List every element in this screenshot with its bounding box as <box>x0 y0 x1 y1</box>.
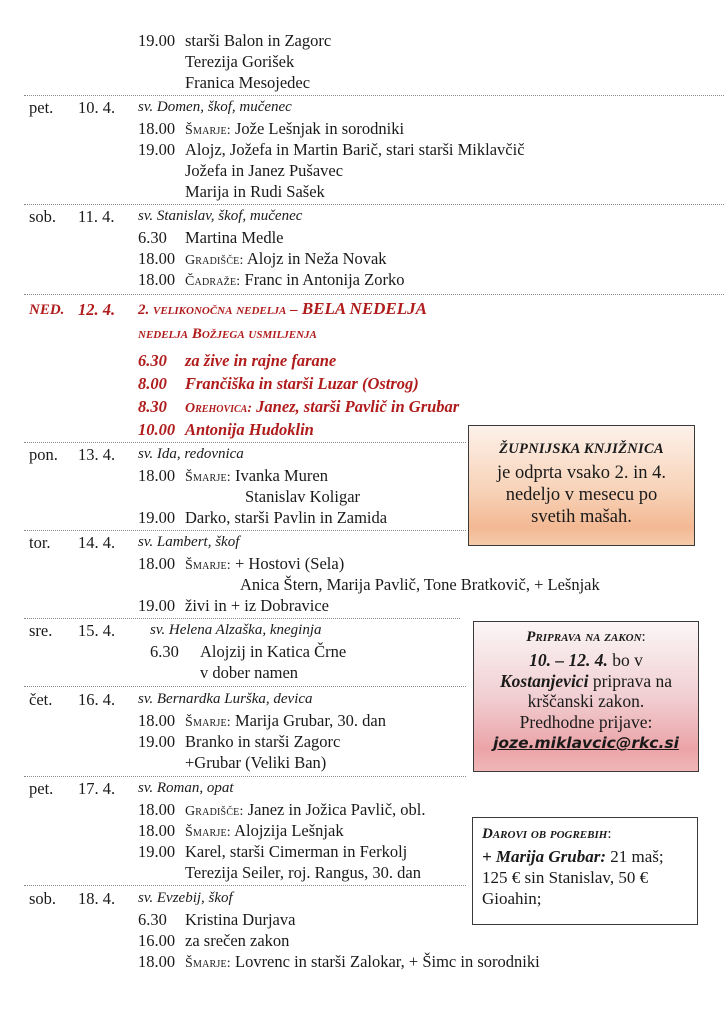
mass-time: 6.30 <box>150 642 179 661</box>
saint-of-day: sv. Roman, opat <box>138 780 234 796</box>
mass-intention: Kristina Durjava <box>185 910 296 929</box>
day-name: pet. <box>29 98 54 117</box>
donation-text: 21 maš; <box>606 847 664 866</box>
sunday-title <box>138 298 427 321</box>
marriage-prep-line <box>474 671 698 692</box>
mass-location: Šmarje: <box>185 715 231 730</box>
funeral-donations-title-text: Darovi ob pogrebih <box>482 826 608 842</box>
mass-location: Orehovica: <box>185 401 253 416</box>
mass-entry <box>138 595 329 616</box>
funeral-donations-body <box>482 846 689 909</box>
mass-time: 19.00 <box>138 508 176 527</box>
saint-of-day: sv. Domen, škof, mučenec <box>138 99 292 115</box>
day-name: sob. <box>29 889 57 908</box>
marriage-prep-text: priprava na <box>588 670 673 691</box>
mass-time: 6.30 <box>138 910 167 929</box>
sunday-subtitle <box>138 324 317 345</box>
mass-intention: za srečen zakon <box>185 931 290 950</box>
mass-entry <box>138 909 295 930</box>
library-notice-line: svetih mašah. <box>531 507 632 527</box>
day-date: 16. 4. <box>78 690 116 709</box>
mass-location: Šmarje: <box>185 825 231 840</box>
mass-time: 18.00 <box>138 821 176 840</box>
mass-location: Gradišče: <box>185 804 244 819</box>
mass-time: 18.00 <box>138 249 176 268</box>
saint-of-day: sv. Stanislav, škof, mučenec <box>138 208 303 224</box>
day-separator <box>24 686 466 687</box>
marriage-prep-body <box>474 650 698 754</box>
day-separator <box>24 95 724 96</box>
library-notice-line: je odprta vsako 2. in 4. <box>496 463 667 483</box>
mass-time: 18.00 <box>138 800 176 819</box>
mass-location: Šmarje: <box>185 558 231 573</box>
mass-time: 19.00 <box>138 732 176 751</box>
mass-location: Šmarje: <box>185 470 231 485</box>
day-name: sre. <box>29 621 53 640</box>
mass-entry-continuation: Marija in Rudi Sašek <box>185 182 325 201</box>
day-separator <box>24 442 466 443</box>
day-separator <box>24 294 724 295</box>
mass-entry-continuation: Anica Štern, Marija Pavlič, Tone Bratkovič, + Lešnjak <box>240 575 600 594</box>
library-notice-title: ŽUPNIJSKA KNJIŽNICA <box>499 441 664 457</box>
marriage-prep-dates: 10. – 12. 4. <box>529 650 608 670</box>
day-separator <box>24 618 460 619</box>
mass-entry-continuation: v dober namen <box>200 663 299 682</box>
library-notice-line: nedeljo v mesecu po <box>505 485 658 505</box>
marriage-prep-title <box>474 629 698 646</box>
mass-entry-continuation: Franica Mesojedec <box>185 73 311 92</box>
day-name: sob. <box>29 207 57 226</box>
mass-intention: Martina Medle <box>185 228 284 247</box>
marriage-prep-title-text: Priprava na zakon <box>526 629 642 645</box>
mass-time: 6.30 <box>138 351 167 370</box>
day-separator <box>24 530 466 531</box>
mass-intention: Alojzija Lešnjak <box>234 821 344 840</box>
day-date: 12. 4. <box>78 300 116 319</box>
day-date: 11. 4. <box>78 207 115 226</box>
day-name: NED. <box>29 302 65 318</box>
mass-entry <box>138 396 459 419</box>
mass-time: 16.00 <box>138 931 176 950</box>
day-name: tor. <box>29 533 51 552</box>
mass-entry <box>138 820 344 843</box>
mass-intention: starši Balon in Zagorc <box>185 31 332 50</box>
mass-intention: Darko, starši Pavlin in Zamida <box>185 508 388 527</box>
mass-entry-continuation: Jožefa in Janez Pušavec <box>185 161 344 180</box>
sunday-subtitle-part: nedelja B <box>138 326 202 342</box>
marriage-prep-line: Predhodne prijave: <box>519 711 653 732</box>
sunday-title-prefix: 2. velikonočna nedelja – <box>138 302 298 318</box>
mass-intention: za žive in rajne farane <box>185 351 337 370</box>
day-date: 18. 4. <box>78 889 116 908</box>
mass-entry-continuation: Stanislav Koligar <box>245 487 361 506</box>
mass-intention: Marija Grubar, 30. dan <box>234 711 386 730</box>
mass-entry-continuation: Terezija Seiler, roj. Rangus, 30. dan <box>185 863 421 882</box>
day-separator <box>24 776 466 777</box>
mass-entry <box>138 227 284 248</box>
mass-entry <box>138 373 419 394</box>
mass-location: Gradišče: <box>185 253 244 268</box>
mass-entry <box>138 841 407 862</box>
mass-time: 18.00 <box>138 270 176 289</box>
mass-time: 18.00 <box>138 554 176 573</box>
saint-of-day: sv. Ida, redovnica <box>138 446 244 462</box>
marriage-prep-text: bo v <box>607 650 643 670</box>
mass-entry-continuation: Terezija Gorišek <box>185 52 295 71</box>
mass-entry <box>138 710 386 733</box>
mass-intention: Alojz in Neža Novak <box>246 249 387 268</box>
library-notice-box <box>468 425 695 546</box>
mass-intention: Karel, starši Cimerman in Ferkolj <box>185 842 408 861</box>
donation-line: 125 € sin Stanislav, 50 € <box>482 868 649 887</box>
mass-entry <box>138 465 328 488</box>
day-date: 15. 4. <box>78 621 116 640</box>
saint-of-day: sv. Evzebij, škof <box>138 890 233 906</box>
mass-entry <box>138 248 387 271</box>
mass-entry <box>150 641 346 662</box>
mass-time: 18.00 <box>138 711 176 730</box>
day-date: 13. 4. <box>78 445 116 464</box>
mass-time: 19.00 <box>138 140 176 159</box>
saint-of-day: sv. Lambert, škof <box>138 534 240 550</box>
day-name: čet. <box>29 690 53 709</box>
mass-entry-continuation: +Grubar (Veliki Ban) <box>185 753 327 772</box>
donation-line <box>482 846 689 867</box>
funeral-donations-title <box>482 826 689 843</box>
title-colon: : <box>641 629 646 645</box>
title-colon: : <box>607 826 612 842</box>
mass-entry <box>138 350 336 371</box>
marriage-prep-line <box>474 650 698 671</box>
mass-intention: + Hostovi (Sela) <box>234 554 345 573</box>
marriage-prep-box <box>473 621 699 772</box>
mass-entry <box>138 118 404 141</box>
mass-time: 10.00 <box>138 420 176 439</box>
day-name: pon. <box>29 445 58 464</box>
funeral-donations-box <box>472 817 698 925</box>
mass-entry <box>138 507 387 528</box>
day-name: pet. <box>29 779 54 798</box>
contact-email-link[interactable]: joze.miklavcic@rkc.si <box>493 734 679 752</box>
deceased-name: + Marija Grubar: <box>482 847 606 866</box>
mass-intention: Alojz, Jožefa in Martin Barič, stari starši Miklavčič <box>185 140 525 159</box>
marriage-prep-place: Kostanjevici <box>499 670 589 691</box>
mass-intention: Janez, starši Pavlič in Grubar <box>256 397 460 416</box>
mass-entry <box>138 731 340 752</box>
day-date: 10. 4. <box>78 98 116 117</box>
sunday-title-main: BELA NEDELJA <box>301 299 427 318</box>
day-separator <box>24 204 724 205</box>
mass-location: Šmarje: <box>185 123 231 138</box>
mass-time: 19.00 <box>138 596 176 615</box>
mass-intention: Jože Lešnjak in sorodniki <box>234 119 405 138</box>
saint-of-day: sv. Bernardka Lurška, devica <box>138 691 313 707</box>
mass-time: 18.00 <box>138 466 176 485</box>
mass-intention: Lovrenc in starši Zalokar, + Šimc in sorodniki <box>234 952 540 971</box>
mass-time: 8.30 <box>138 397 167 416</box>
mass-intention: Frančiška in starši Luzar (Ostrog) <box>185 374 419 393</box>
mass-entry <box>138 269 404 292</box>
mass-intention: Franc in Antonija Zorko <box>244 270 405 289</box>
saint-of-day: sv. Helena Alzaška, kneginja <box>150 622 322 638</box>
mass-time: 6.30 <box>138 228 167 247</box>
mass-time: 8.00 <box>138 374 167 393</box>
mass-location: Šmarje: <box>185 956 231 971</box>
day-date: 17. 4. <box>78 779 116 798</box>
mass-intention: Branko in starši Zagorc <box>185 732 341 751</box>
mass-intention: živi in + iz Dobravice <box>185 596 330 615</box>
mass-time: 18.00 <box>138 952 176 971</box>
mass-entry <box>138 930 289 951</box>
mass-intention: Antonija Hudoklin <box>185 420 314 439</box>
mass-entry <box>138 139 525 160</box>
mass-intention: Ivanka Muren <box>234 466 328 485</box>
sunday-subtitle-part: ožjega usmiljenja <box>201 326 317 342</box>
mass-time: 19.00 <box>138 31 176 50</box>
marriage-prep-line: krščanski zakon. <box>527 691 645 711</box>
mass-location: Čadraže: <box>185 274 241 289</box>
mass-entry <box>138 419 314 440</box>
donation-line: Gioahin; <box>482 889 542 908</box>
mass-time: 19.00 <box>138 842 176 861</box>
mass-intention: Alojzij in Katica Črne <box>200 642 347 661</box>
mass-entry <box>138 799 426 822</box>
mass-entry <box>138 553 344 576</box>
mass-entry <box>138 951 540 974</box>
day-separator <box>24 885 466 886</box>
mass-time: 18.00 <box>138 119 176 138</box>
library-notice-body <box>469 462 694 528</box>
day-date: 14. 4. <box>78 533 116 552</box>
mass-intention: Janez in Jožica Pavlič, obl. <box>247 800 426 819</box>
mass-entry <box>138 30 331 51</box>
